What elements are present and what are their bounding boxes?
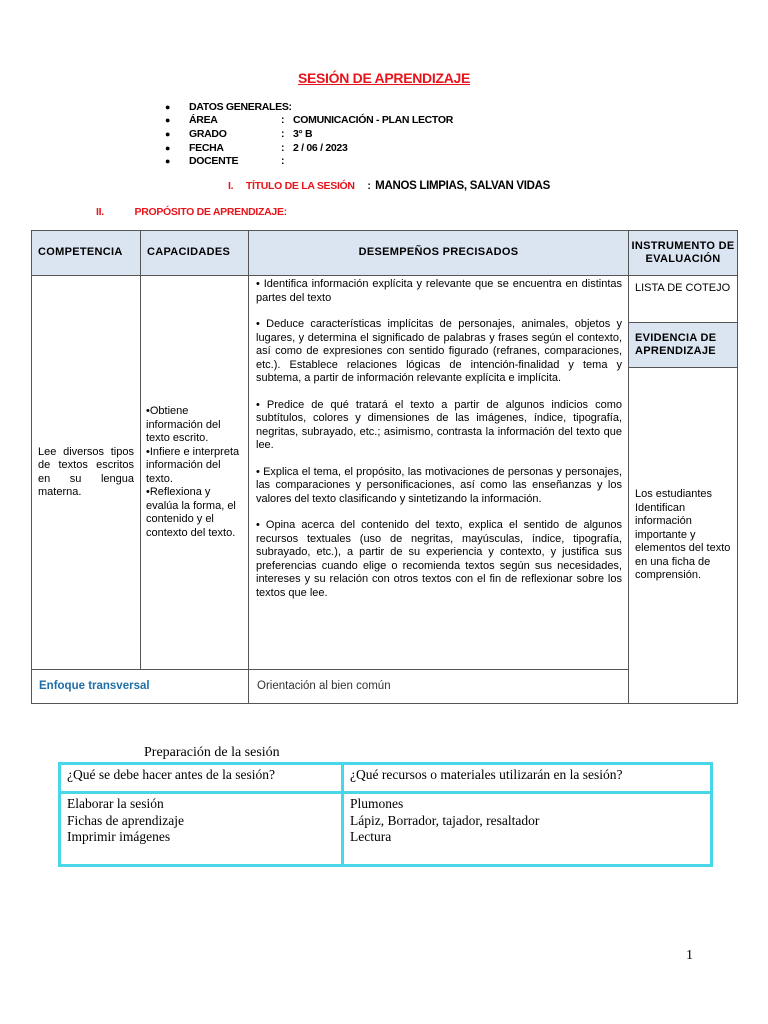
grade-value: 3° B bbox=[293, 127, 313, 140]
learning-purpose-table bbox=[31, 230, 738, 704]
bullet-icon: ● bbox=[165, 156, 171, 167]
section-1-number: I. bbox=[228, 180, 234, 192]
section-2-label: PROPÓSITO DE APRENDIZAJE: bbox=[134, 206, 287, 218]
preparation-title: Preparación de la sesión bbox=[144, 745, 280, 760]
colon: : bbox=[281, 127, 285, 140]
section-purpose bbox=[96, 206, 287, 218]
list-item: Imprimir imágenes bbox=[67, 829, 171, 844]
general-data-area bbox=[165, 114, 453, 128]
header-evidencia: EVIDENCIA DE APRENDIZAJE bbox=[629, 323, 738, 368]
header-desempenos: DESEMPEÑOS PRECISADOS bbox=[249, 231, 629, 276]
desempeno-item: • Deduce características implícitas de personajes, animales, objetos y lugares, y determina el significado de palabras y frases según el contexto, así como de expresiones con sentido figurado (refranes, comparaciones, etc.). Establece relaciones lógicas de intención-finalidad y tema y subtema, a partir de información relevante explícita e implícita. bbox=[256, 318, 622, 384]
capacidad-item: •Obtiene información del texto escrito. bbox=[146, 405, 221, 444]
list-item: Elaborar la sesión bbox=[67, 796, 164, 811]
desempeno-item: • Explica el tema, el propósito, las motivaciones de personas y personajes, las comparaciones y personificaciones, así como las enseñanzas y los valores del texto clasificando y sintetizando la información. bbox=[256, 465, 622, 505]
teacher-label: DOCENTE bbox=[189, 155, 239, 168]
section-2-number: II. bbox=[96, 206, 104, 218]
header-competencia: COMPETENCIA bbox=[32, 231, 141, 276]
preparation-body-row bbox=[60, 793, 712, 866]
desempeno-item: • Predice de qué tratará el texto a partir de algunos indicios como subtítulos, colores y dimensiones de las imágenes, índice, tipografía, negritas, subrayado, etc.; asimismo, contrasta la información del texto que lee. bbox=[256, 398, 622, 451]
general-data-teacher bbox=[165, 154, 453, 168]
preparation-header-resources: ¿Qué recursos o materiales utilizarán en la sesión? bbox=[343, 764, 712, 793]
colon: : bbox=[281, 141, 285, 154]
general-data-label: DATOS GENERALES: bbox=[189, 100, 292, 113]
section-1-label: TÍTULO DE LA SESIÓN bbox=[245, 180, 355, 192]
header-instrumento: INSTRUMENTO DE EVALUACIÓN bbox=[629, 231, 738, 276]
document-title: SESIÓN DE APRENDIZAJE bbox=[297, 70, 471, 86]
enfoque-value: Orientación al bien común bbox=[249, 670, 629, 704]
competencia-cell: Lee diversos tipos de textos escritos en su lengua materna. bbox=[32, 276, 141, 670]
desempenos-cell bbox=[249, 276, 629, 670]
instrumento-value-cell: LISTA DE COTEJO bbox=[629, 276, 738, 323]
colon: : bbox=[281, 155, 285, 168]
table-header-row bbox=[32, 231, 738, 276]
preparation-table bbox=[58, 762, 713, 867]
page-number: 1 bbox=[686, 948, 693, 963]
header-capacidades: CAPACIDADES bbox=[141, 231, 249, 276]
list-item: Plumones bbox=[350, 796, 404, 811]
enfoque-label: Enfoque transversal bbox=[32, 670, 249, 704]
bullet-icon: ● bbox=[165, 128, 171, 139]
date-value: 2 / 06 / 2023 bbox=[293, 141, 348, 154]
session-title-value: MANOS LIMPIAS, SALVAN VIDAS bbox=[375, 180, 551, 192]
preparation-header-row bbox=[60, 764, 712, 793]
section-title bbox=[228, 180, 550, 192]
bullet-icon: ● bbox=[165, 101, 171, 112]
capacidad-item: •Reflexiona y evalúa la forma, el contenido y el contexto del texto. bbox=[146, 486, 236, 539]
preparation-header-before: ¿Qué se debe hacer antes de la sesión? bbox=[60, 764, 343, 793]
desempeno-item: • Identifica información explícita y relevante que se encuentra en distintas partes del texto bbox=[256, 278, 622, 304]
preparation-resources-list bbox=[343, 793, 712, 866]
general-data-header bbox=[165, 100, 453, 114]
list-item: Lápiz, Borrador, tajador, resaltador bbox=[350, 812, 540, 828]
bullet-icon: ● bbox=[165, 142, 171, 153]
colon: : bbox=[281, 114, 285, 127]
general-data-date bbox=[165, 141, 453, 155]
list-item: Lectura bbox=[350, 829, 392, 844]
general-data-list bbox=[165, 100, 453, 168]
general-data-grade bbox=[165, 127, 453, 141]
capacidad-item: •Infiere e interpreta información del texto. bbox=[146, 445, 240, 485]
date-label: FECHA bbox=[189, 141, 224, 154]
list-item: Fichas de aprendizaje bbox=[67, 812, 184, 828]
area-label: ÁREA bbox=[189, 114, 218, 127]
evidencia-value-cell: Los estudiantes Identifican información importante y elementos del texto en una ficha de comprensión. bbox=[629, 368, 738, 704]
bullet-icon: ● bbox=[165, 115, 171, 126]
table-row-top bbox=[32, 276, 738, 323]
capacidades-cell bbox=[141, 276, 249, 670]
section-1-colon: : bbox=[367, 180, 371, 192]
desempeno-item: • Opina acerca del contenido del texto, explica el sentido de algunos recursos textuales (uso de negritas, mayúsculas, índice, tipografía, subrayado, etc.), a partir de su experiencia y contexto, y justifica sus preferencias cuando elige o recomienda textos según sus necesidades, intereses y su relación con otros textos con el fin de reflexionar sobre los textos que lee. bbox=[256, 519, 622, 599]
area-value: COMUNICACIÓN - PLAN LECTOR bbox=[293, 114, 454, 127]
preparation-before-list bbox=[60, 793, 343, 866]
grade-label: GRADO bbox=[189, 127, 227, 140]
